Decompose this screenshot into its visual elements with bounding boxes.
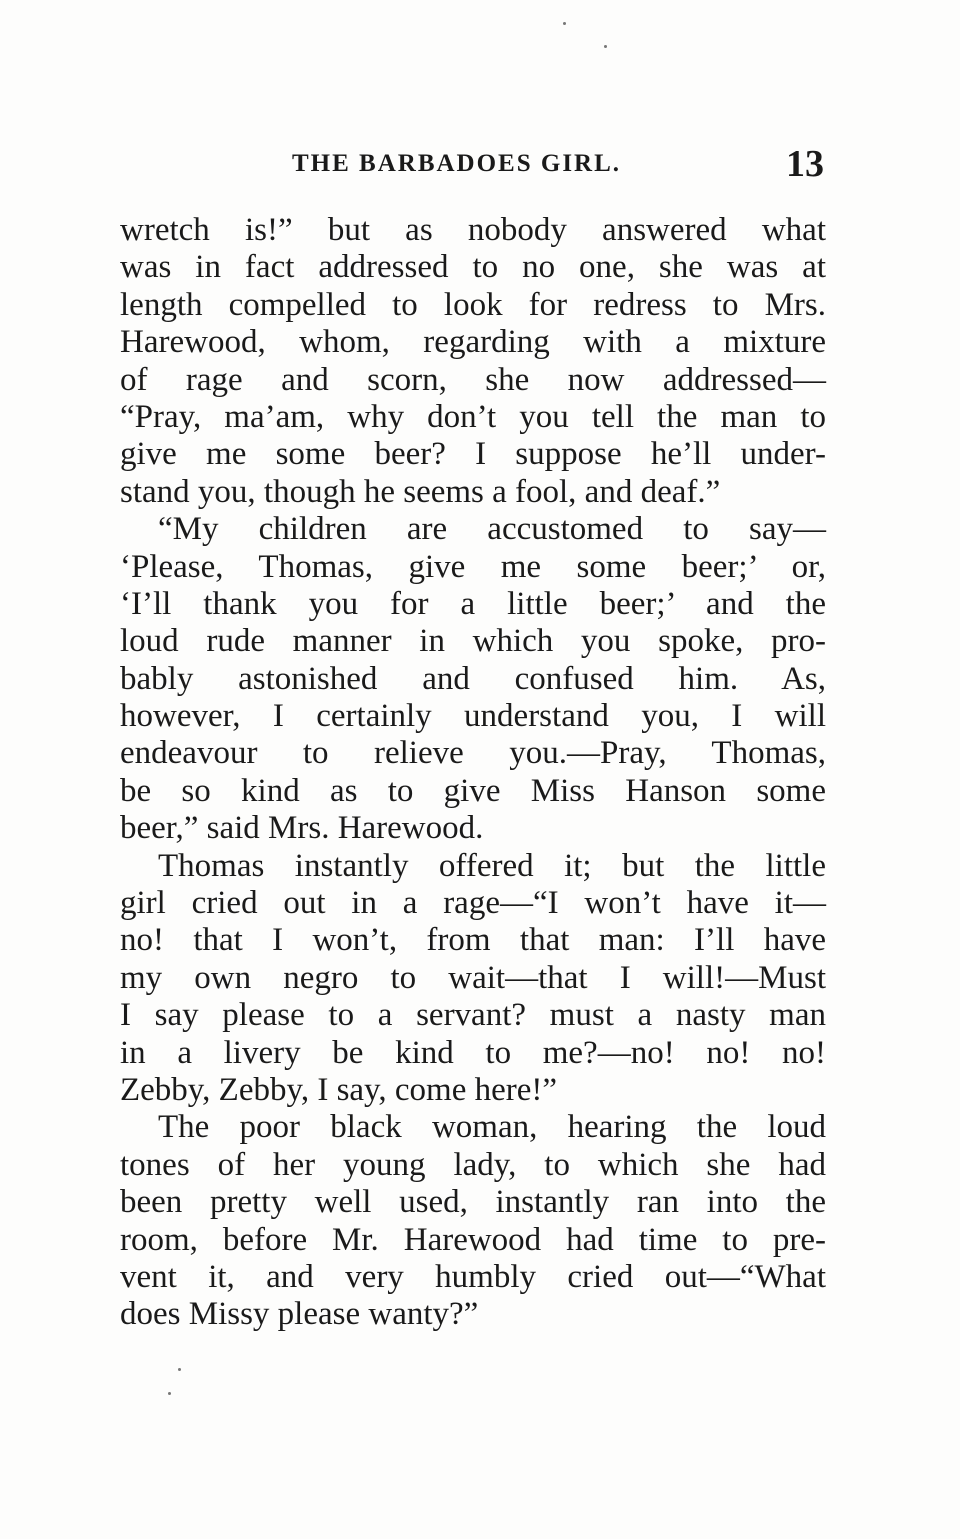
paper-speck [178, 1368, 181, 1371]
text-line: does Missy please wanty?” [120, 1296, 479, 1333]
text-line: length compelled to look for redress to Mrs. [120, 286, 826, 323]
text-line: Harewood, whom, regarding with a mixture [120, 324, 826, 361]
running-head [120, 142, 832, 188]
text-line: give me some beer? I suppose he’ll under- [120, 436, 826, 473]
text-line: in a livery be kind to me?—no! no! no! [120, 1034, 826, 1071]
text-line: ‘I’ll thank you for a little beer;’ and the [120, 585, 826, 622]
text-line: however, I certainly understand you, I will [120, 698, 826, 735]
text-line: ‘Please, Thomas, give me some beer;’ or, [120, 548, 826, 585]
text-line: be so kind as to give Miss Hanson some [120, 772, 826, 809]
text-line: was in fact addressed to no one, she was at [120, 249, 826, 286]
text-line: “Pray, ma’am, why don’t you tell the man to [120, 398, 826, 435]
text-line: The poor black woman, hearing the loud [158, 1109, 826, 1146]
paper-speck [563, 22, 566, 25]
running-title: THE BARBADOES GIRL. [292, 150, 622, 177]
text-line: Thomas instantly offered it; but the little [158, 847, 826, 884]
text-line: stand you, though he seems a fool, and deaf.” [120, 473, 721, 510]
text-line: my own negro to wait—that I will!—Must [120, 959, 826, 996]
text-line: tones of her young lady, to which she had [120, 1146, 826, 1183]
page-number: 13 [786, 143, 824, 185]
paper-speck [168, 1392, 171, 1395]
text-line: been pretty well used, instantly ran into the [120, 1184, 826, 1221]
text-line: wretch is!” but as nobody answered what [120, 212, 826, 248]
text-line: endeavour to relieve you.—Pray, Thomas, [120, 735, 826, 772]
text-line: room, before Mr. Harewood had time to pre- [120, 1221, 826, 1258]
text-line: girl cried out in a rage—“I won’t have it— [120, 885, 826, 922]
body-text [120, 212, 826, 1334]
text-line: vent it, and very humbly cried out—“What [120, 1258, 826, 1295]
text-line: I say please to a servant? must a nasty man [120, 997, 826, 1034]
text-line: bably astonished and confused him. As, [120, 660, 826, 697]
text-line: Zebby, Zebby, I say, come here!” [120, 1071, 558, 1108]
text-line: of rage and scorn, she now addressed— [120, 361, 826, 398]
paper-speck [604, 45, 607, 48]
text-line: loud rude manner in which you spoke, pro- [120, 623, 826, 660]
text-line: no! that I won’t, from that man: I’ll have [120, 922, 826, 959]
text-line: beer,” said Mrs. Harewood. [120, 810, 484, 847]
text-line: “My children are accustomed to say— [158, 511, 826, 548]
